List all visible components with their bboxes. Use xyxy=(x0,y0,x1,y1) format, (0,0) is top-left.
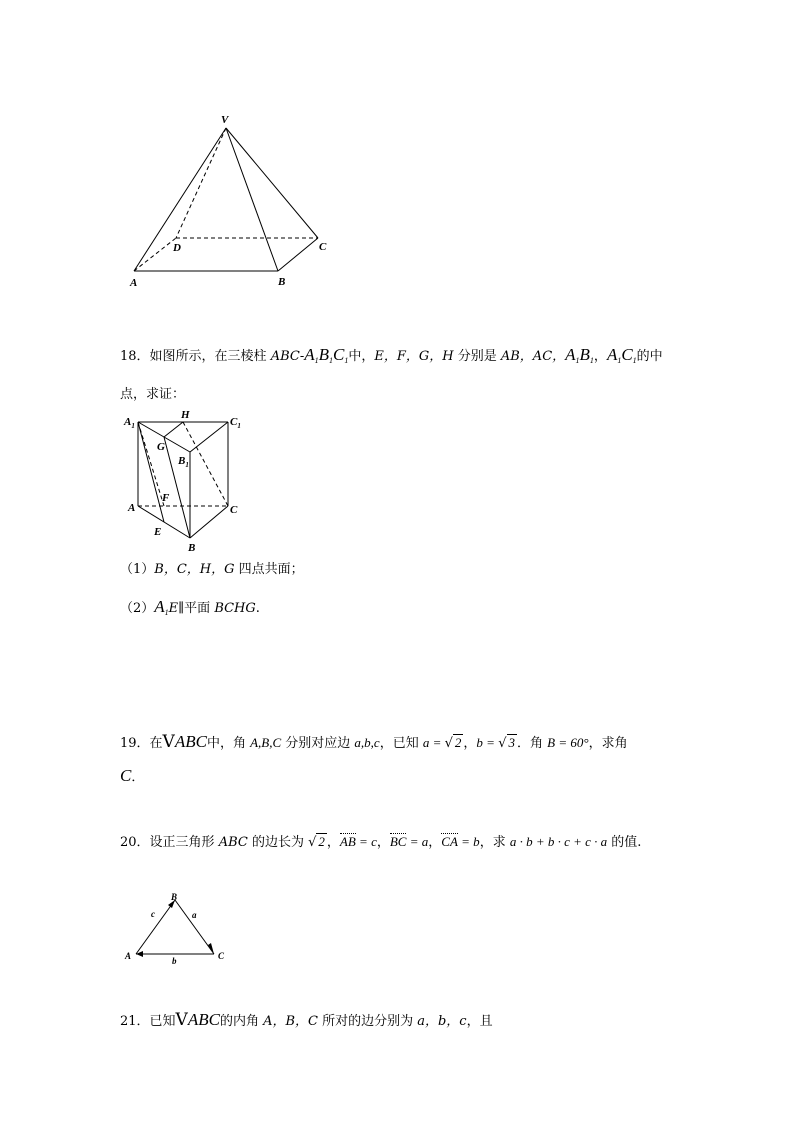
label-b: B xyxy=(171,892,178,902)
triangle-symbol: V xyxy=(162,732,175,752)
q21-line: 21．已知VABC的内角 A，B，C 所对的边分别为 a，b，c，且 xyxy=(120,1010,493,1030)
q18-a1: $A_1B_1C_1$ xyxy=(304,345,349,365)
label-a: A xyxy=(128,502,136,514)
label-b1: $B_1$ xyxy=(178,455,189,469)
prism-figure xyxy=(118,405,258,555)
q19-line2: C． xyxy=(120,766,145,785)
label-d: D xyxy=(173,242,181,254)
q18-mid: 中， xyxy=(348,349,375,364)
label-a: A xyxy=(125,951,132,961)
q18-part1: （1）B，C，H，G 四点共面； xyxy=(120,562,304,577)
label-c: C xyxy=(319,241,327,253)
vector-bc: BC xyxy=(390,832,407,852)
q20-line: 20．设正三角形 ABC 的边长为 √ 2 ，AB = c，BC = a，CA = b，求 a · b + b · c + c · a 的值. xyxy=(120,834,642,850)
q18-a1e: $A_1$ xyxy=(154,597,169,617)
label-a: A xyxy=(130,277,138,289)
q18-line2: 点，求证： xyxy=(120,387,186,402)
q18-comma: ， xyxy=(593,349,607,364)
label-c: C xyxy=(218,951,225,961)
label-g: G xyxy=(157,441,165,453)
pyramid-figure xyxy=(120,108,340,293)
q18-prefix: 18．如图所示，在三棱柱 xyxy=(120,349,271,364)
q18-ab-ac: AB，AC， xyxy=(500,349,566,364)
triangle-symbol: V xyxy=(175,1010,188,1030)
q18-prism-base: ABC- xyxy=(270,349,305,364)
label-v: V xyxy=(221,114,229,126)
label-side-c: c xyxy=(151,909,155,919)
label-c1: $C_1$ xyxy=(230,416,241,430)
label-b: B xyxy=(278,276,286,288)
label-e: E xyxy=(154,526,162,538)
q18-points: E，F，G，H xyxy=(374,349,454,364)
label-h: H xyxy=(181,409,190,421)
vector-ab: AB xyxy=(340,832,356,852)
q18-part2: $(2)A_1E\parallel$平面 BCHG. xyxy=(120,597,260,617)
q18-fenbie: 分别是 xyxy=(453,349,501,364)
label-f: F xyxy=(162,492,170,504)
q18-a1c1: $A_1C_1$ xyxy=(606,345,637,365)
label-a1: $A_1$ xyxy=(124,416,135,430)
label-side-a: a xyxy=(192,910,197,920)
label-b: B xyxy=(188,542,196,554)
q18-line1 xyxy=(120,345,663,371)
vector-ca: CA xyxy=(441,832,458,852)
q18-a1b1: $A_1B_1$ xyxy=(565,345,594,365)
triangle-figure xyxy=(120,890,235,970)
label-side-b: b xyxy=(172,956,177,966)
label-c: C xyxy=(230,504,238,516)
q19-line1: 19．在VABC中，角 A,B,C 分别对应边 a,b,c，已知 a = √ 2 ，b = √ 3 ．角 B = 60°，求角 xyxy=(120,732,628,752)
q18-end: 的中 xyxy=(636,349,663,364)
